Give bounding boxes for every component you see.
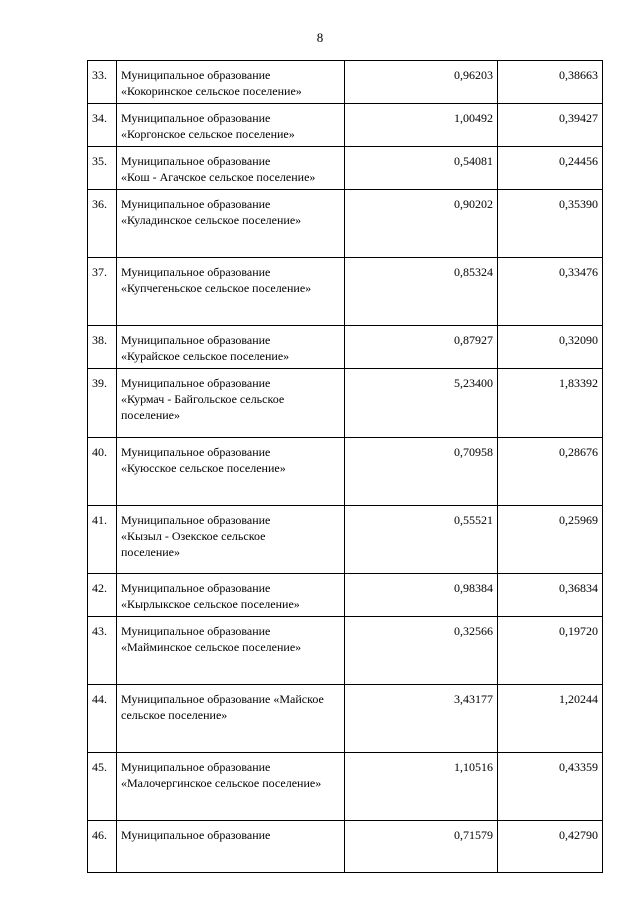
municipality-name-line: Муниципальное образование (121, 111, 271, 125)
municipality-name (117, 617, 345, 685)
row-number: 45. (88, 753, 117, 821)
table-row (88, 61, 603, 104)
page-number: 8 (316, 30, 324, 45)
municipality-name (117, 326, 345, 369)
value-column-2: 0,25969 (498, 506, 603, 574)
municipality-name (117, 438, 345, 506)
table-row (88, 258, 603, 326)
value-column-2: 0,24456 (498, 147, 603, 190)
municipality-name (117, 574, 345, 617)
municipality-name-line: поселение» (121, 408, 181, 422)
value-column-2: 0,28676 (498, 438, 603, 506)
municipality-name-line: Муниципальное образование (121, 513, 271, 527)
value-column-2: 0,38663 (498, 61, 603, 104)
table-row (88, 369, 603, 438)
table-row (88, 617, 603, 685)
row-number: 33. (88, 61, 117, 104)
value-column-1: 5,23400 (345, 369, 498, 438)
value-column-1: 0,87927 (345, 326, 498, 369)
row-number: 34. (88, 104, 117, 147)
municipality-name-line: «Кырлыкское сельское поселение» (121, 597, 300, 611)
municipality-name (117, 147, 345, 190)
row-number: 46. (88, 821, 117, 873)
municipality-name-line: Муниципальное образование (121, 760, 271, 774)
value-column-2: 0,19720 (498, 617, 603, 685)
value-column-2: 0,36834 (498, 574, 603, 617)
municipality-name-line: Муниципальное образование (121, 445, 271, 459)
municipality-name-line: Муниципальное образование (121, 624, 271, 638)
value-column-1: 0,70958 (345, 438, 498, 506)
municipality-name-line: «Купчегеньское сельское поселение» (121, 281, 312, 295)
municipality-name-line: «Курайское сельское поселение» (121, 349, 290, 363)
value-column-1: 3,43177 (345, 685, 498, 753)
table-row (88, 190, 603, 258)
municipality-name-line: сельское поселение» (121, 708, 228, 722)
municipality-name-line: «Малочергинское сельское поселение» (121, 776, 322, 790)
value-column-1: 0,96203 (345, 61, 498, 104)
municipality-name (117, 258, 345, 326)
table-row (88, 104, 603, 147)
table-row (88, 685, 603, 753)
table-row (88, 753, 603, 821)
row-number: 37. (88, 258, 117, 326)
value-column-1: 0,90202 (345, 190, 498, 258)
municipality-name (117, 190, 345, 258)
municipality-name-line: «Кош - Агачское сельское поселение» (121, 170, 316, 184)
municipality-name (117, 753, 345, 821)
row-number: 41. (88, 506, 117, 574)
municipality-name-line: Муниципальное образование (121, 828, 271, 842)
municipality-name (117, 369, 345, 438)
municipality-name-line: «Куюсское сельское поселение» (121, 461, 286, 475)
municipality-name (117, 61, 345, 104)
value-column-1: 0,54081 (345, 147, 498, 190)
value-column-1: 0,71579 (345, 821, 498, 873)
table-row (88, 506, 603, 574)
value-column-2: 0,39427 (498, 104, 603, 147)
value-column-2: 0,35390 (498, 190, 603, 258)
table-body (88, 61, 603, 873)
municipality-name-line: Муниципальное образование (121, 581, 271, 595)
row-number: 42. (88, 574, 117, 617)
value-column-2: 1,83392 (498, 369, 603, 438)
value-column-2: 0,43359 (498, 753, 603, 821)
value-column-2: 0,42790 (498, 821, 603, 873)
value-column-1: 1,00492 (345, 104, 498, 147)
municipality-name (117, 821, 345, 873)
municipality-name-line: Муниципальное образование (121, 68, 271, 82)
municipality-name-line: Муниципальное образование (121, 376, 271, 390)
row-number: 39. (88, 369, 117, 438)
row-number: 38. (88, 326, 117, 369)
table-row (88, 574, 603, 617)
value-column-1: 1,10516 (345, 753, 498, 821)
row-number: 36. (88, 190, 117, 258)
municipality-name-line: «Куладинское сельское поселение» (121, 213, 302, 227)
municipality-name-line: «Коргонское сельское поселение» (121, 127, 295, 141)
row-number: 44. (88, 685, 117, 753)
table-row (88, 438, 603, 506)
municipality-name (117, 506, 345, 574)
value-column-1: 0,85324 (345, 258, 498, 326)
municipality-name-line: Муниципальное образование (121, 333, 271, 347)
value-column-2: 0,33476 (498, 258, 603, 326)
value-column-1: 0,32566 (345, 617, 498, 685)
municipality-name-line: «Майминское сельское поселение» (121, 640, 302, 654)
municipality-name-line: Муниципальное образование (121, 265, 271, 279)
row-number: 35. (88, 147, 117, 190)
municipality-name-line: «Кызыл - Озекское сельское (121, 529, 266, 543)
row-number: 43. (88, 617, 117, 685)
municipality-name-line: поселение» (121, 545, 181, 559)
municipality-name (117, 104, 345, 147)
municipality-name-line: Муниципальное образование «Майское (121, 692, 324, 706)
value-column-1: 0,55521 (345, 506, 498, 574)
municipality-name-line: Муниципальное образование (121, 154, 271, 168)
municipality-name-line: «Курмач - Байгольское сельское (121, 392, 285, 406)
value-column-2: 0,32090 (498, 326, 603, 369)
table-row (88, 821, 603, 873)
municipality-name-line: Муниципальное образование (121, 197, 271, 211)
municipality-name-line: «Кокоринское сельское поселение» (121, 84, 302, 98)
value-column-2: 1,20244 (498, 685, 603, 753)
value-column-1: 0,98384 (345, 574, 498, 617)
table-row (88, 147, 603, 190)
municipality-table (87, 60, 603, 873)
municipality-name (117, 685, 345, 753)
row-number: 40. (88, 438, 117, 506)
table-row (88, 326, 603, 369)
